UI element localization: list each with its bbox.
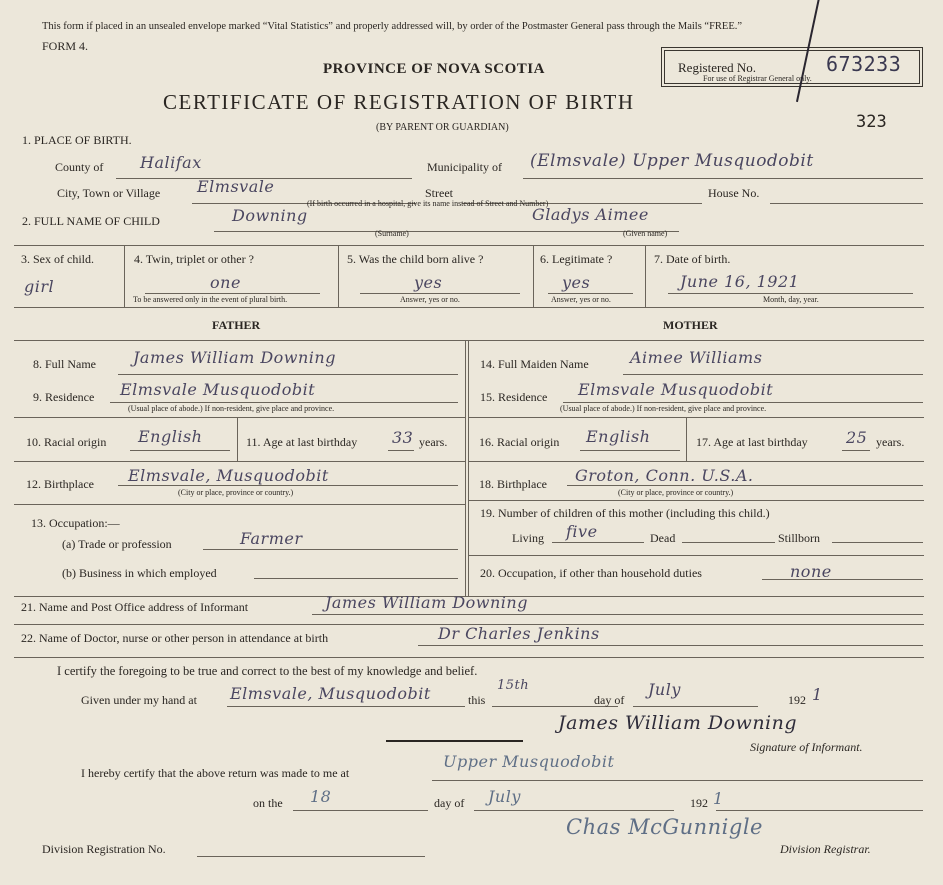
father-name-label: 8. Full Name	[33, 357, 96, 371]
living-label: Living	[512, 531, 544, 545]
mother-racial-value: English	[586, 427, 651, 446]
hospital-note: (If birth occurred in a hospital, give its name instead of Street and Number)	[307, 199, 549, 208]
business-label: (b) Business in which employed	[62, 566, 217, 580]
alive-value: yes	[414, 273, 443, 292]
division-registration-label: Division Registration No.	[42, 842, 166, 856]
informant-value: James William Downing	[325, 593, 528, 612]
return-year-prefix: 192	[690, 796, 708, 810]
twin-value: one	[210, 273, 241, 292]
sex-value: girl	[24, 277, 55, 296]
city-value: Elmsvale	[197, 177, 275, 196]
child-name-label: 2. FULL NAME OF CHILD	[22, 214, 160, 228]
return-place-value: Upper Musquodobit	[443, 752, 615, 771]
informant-label: 21. Name and Post Office address of Informant	[21, 600, 249, 614]
father-racial-value: English	[138, 427, 203, 446]
twin-label: 4. Twin, triplet or other ?	[134, 252, 254, 266]
registered-label: Registered No.	[678, 60, 756, 75]
document-title: CERTIFICATE OF REGISTRATION OF BIRTH	[163, 90, 635, 114]
doctor-value: Dr Charles Jenkins	[438, 624, 600, 643]
mother-name-value: Aimee Williams	[630, 348, 763, 367]
postal-notice: This form if placed in an unsealed envelope marked “Vital Statistics” and properly addressed will, by order of the Postmaster General pass through the Mails “FREE.”	[42, 21, 743, 32]
registered-number: 673233	[826, 52, 902, 76]
mother-birthplace-label: 18. Birthplace	[479, 477, 547, 491]
legitimate-label: 6. Legitimate ?	[540, 252, 613, 266]
return-day-of-label: day of	[434, 796, 465, 810]
child-given-value: Gladys Aimee	[532, 205, 649, 224]
return-year-value: 1	[713, 789, 724, 808]
father-abode-note: (Usual place of abode.) If non-resident, give place and province.	[128, 404, 335, 413]
county-label: County of	[55, 160, 104, 174]
living-value: five	[566, 522, 598, 541]
return-day-value: 18	[310, 787, 332, 806]
mother-years-label: years.	[876, 435, 905, 449]
father-heading: FATHER	[212, 318, 261, 332]
page-number: 323	[856, 112, 887, 132]
house-label: House No.	[708, 186, 760, 200]
document-subtitle: (BY PARENT OR GUARDIAN)	[376, 122, 509, 133]
children-count-label: 19. Number of children of this mother (including this child.)	[480, 506, 770, 520]
mother-name-label: 14. Full Maiden Name	[480, 357, 589, 371]
trade-value: Farmer	[240, 529, 303, 548]
registrar-use-note: For use of Registrar General only.	[703, 74, 812, 83]
father-residence-value: Elmsvale Musquodobit	[120, 380, 316, 399]
signature-caption: Signature of Informant.	[750, 740, 863, 754]
father-age-value: 33	[392, 428, 414, 447]
return-month-value: July	[488, 787, 521, 806]
mother-residence-value: Elmsvale Musquodobit	[578, 380, 774, 399]
province-heading: PROVINCE OF NOVA SCOTIA	[323, 61, 545, 77]
given-day-of-label: day of	[594, 693, 625, 707]
municipality-label: Municipality of	[427, 160, 502, 174]
father-birthplace-label: 12. Birthplace	[26, 477, 94, 491]
mother-heading: MOTHER	[663, 318, 718, 332]
legitimate-note: Answer, yes or no.	[551, 295, 611, 304]
informant-signature: James William Downing	[558, 712, 798, 734]
twin-note: To be answered only in the event of plural birth.	[133, 295, 288, 304]
alive-note: Answer, yes or no.	[400, 295, 460, 304]
given-place-value: Elmsvale, Musquodobit	[230, 684, 431, 703]
dob-note: Month, day, year.	[763, 295, 819, 304]
dob-value: June 16, 1921	[680, 272, 800, 291]
mother-occupation-value: none	[790, 562, 832, 581]
given-month-value: July	[648, 680, 681, 699]
father-birthplace-value: Elmsvale, Musquodobit	[128, 466, 329, 485]
street-label: Street	[425, 186, 453, 200]
father-residence-label: 9. Residence	[33, 390, 95, 404]
surname-caption: (Surname)	[375, 229, 409, 238]
form-number: FORM 4.	[42, 39, 89, 53]
division-registrar-caption: Division Registrar.	[780, 842, 871, 856]
mother-occupation-label: 20. Occupation, if other than household duties	[480, 566, 702, 580]
return-label: I hereby certify that the above return was made to me at	[81, 766, 350, 780]
given-day-value: 15th	[497, 678, 530, 693]
given-under-label: Given under my hand at	[81, 693, 197, 707]
father-racial-label: 10. Racial origin	[26, 435, 107, 449]
place-heading: 1. PLACE OF BIRTH.	[22, 133, 132, 147]
father-name-value: James William Downing	[133, 348, 336, 367]
alive-label: 5. Was the child born alive ?	[347, 252, 484, 266]
registrar-signature: Chas McGunnigle	[566, 815, 763, 839]
father-birthplace-note: (City or place, province or country.)	[178, 488, 294, 497]
child-surname-value: Downing	[232, 206, 308, 225]
stillborn-label: Stillborn	[778, 531, 821, 545]
on-the-label: on the	[253, 796, 283, 810]
given-year-value: 1	[812, 685, 823, 704]
city-label: City, Town or Village	[57, 186, 161, 200]
mother-residence-label: 15. Residence	[480, 390, 548, 404]
mother-abode-note: (Usual place of abode.) If non-resident, give place and province.	[560, 404, 767, 413]
municipality-value: (Elmsvale) Upper Musquodobit	[530, 151, 814, 171]
father-years-label: years.	[419, 435, 448, 449]
father-occupation-label: 13. Occupation:—	[31, 516, 120, 530]
given-caption: (Given name)	[623, 229, 668, 238]
mother-birthplace-value: Groton, Conn. U.S.A.	[575, 466, 754, 485]
legitimate-value: yes	[562, 273, 591, 292]
this-label: this	[468, 693, 486, 707]
doctor-label: 22. Name of Doctor, nurse or other person in attendance at birth	[21, 631, 329, 645]
mother-age-value: 25	[846, 428, 868, 447]
trade-label: (a) Trade or profession	[62, 537, 172, 551]
dob-label: 7. Date of birth.	[654, 252, 731, 266]
mother-racial-label: 16. Racial origin	[479, 435, 560, 449]
county-value: Halifax	[140, 153, 202, 172]
father-age-label: 11. Age at last birthday	[246, 435, 358, 449]
mother-birthplace-note: (City or place, province or country.)	[618, 488, 734, 497]
mother-age-label: 17. Age at last birthday	[696, 435, 808, 449]
certify-statement: I certify the foregoing to be true and correct to the best of my knowledge and belief.	[57, 664, 478, 678]
dead-label: Dead	[650, 531, 676, 545]
sex-label: 3. Sex of child.	[21, 252, 94, 266]
given-year-prefix: 192	[788, 693, 806, 707]
